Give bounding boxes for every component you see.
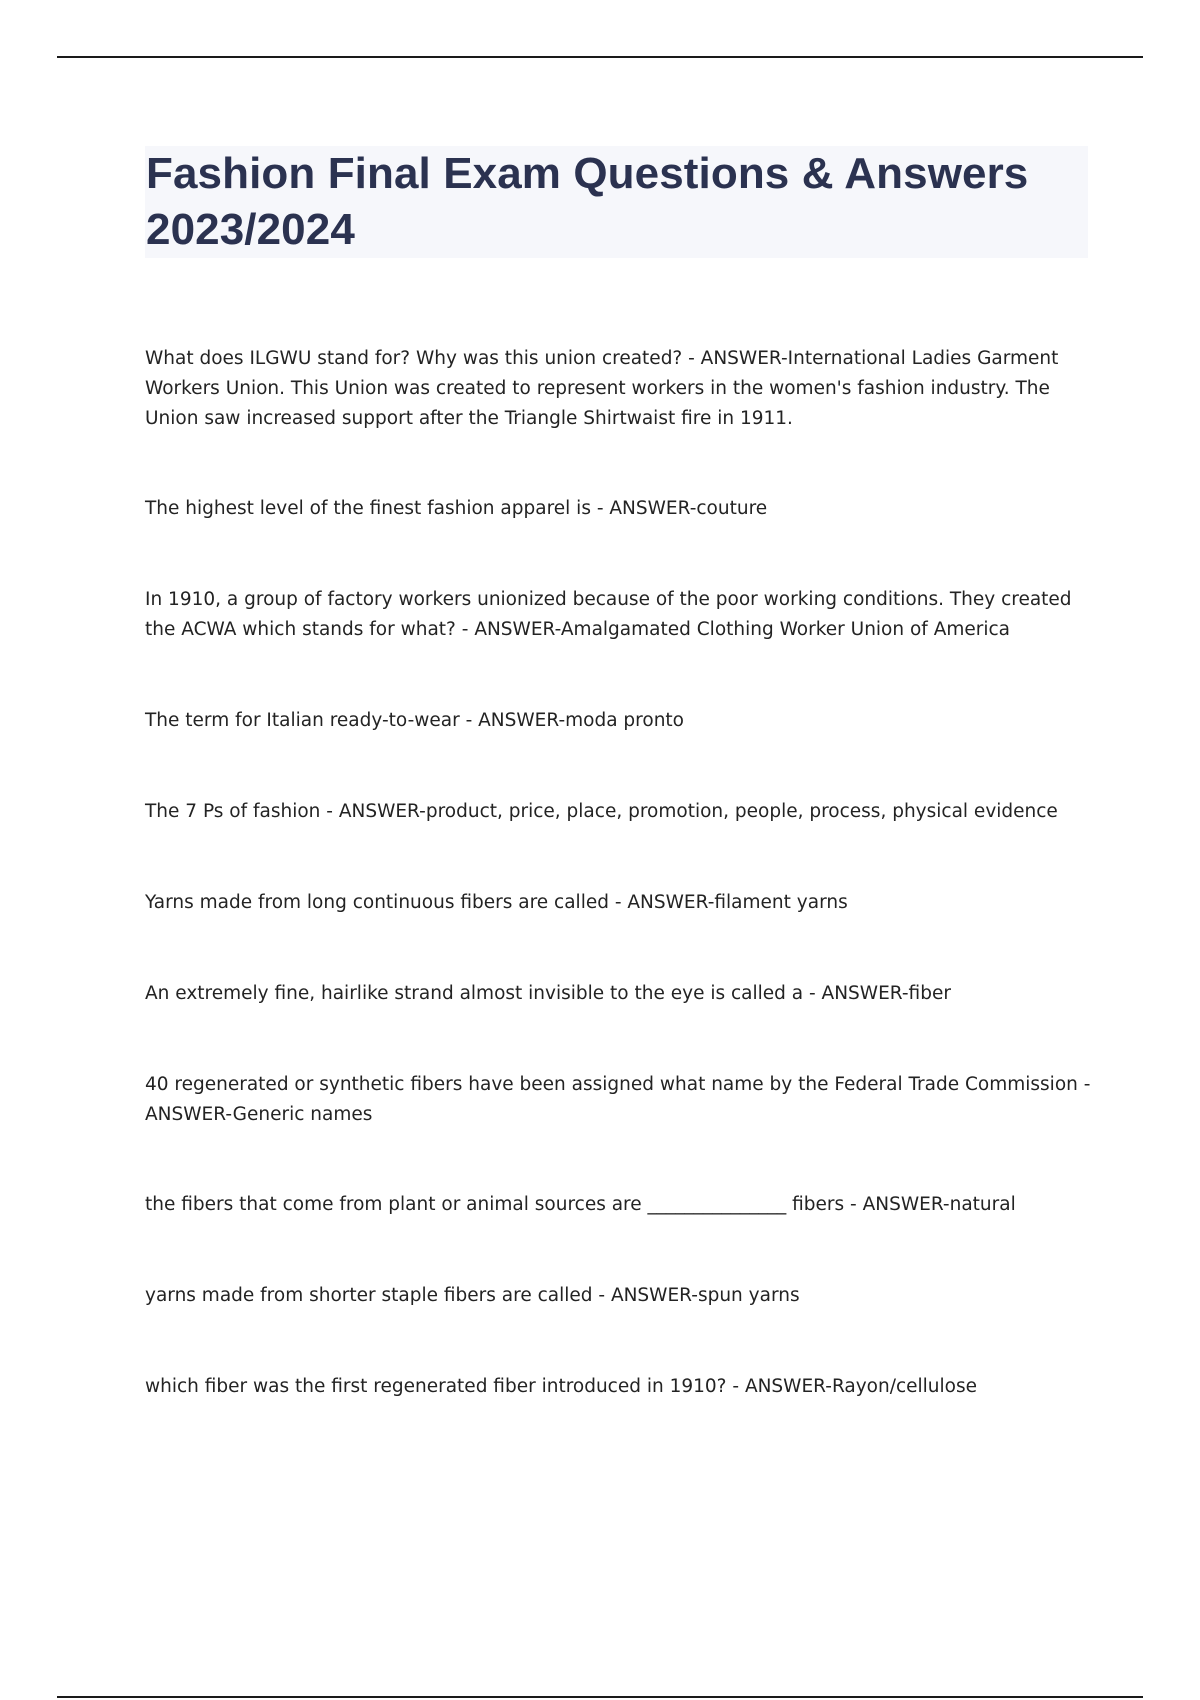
top-rule <box>57 56 1143 58</box>
qa-item: Yarns made from long continuous fibers are called - ANSWER-filament yarns <box>145 892 848 913</box>
qa-item: The highest level of the finest fashion apparel is - ANSWER-couture <box>145 498 768 519</box>
qa-item: the fibers that come from plant or animal sources are _______________ fibers - ANSWER-natural <box>145 1194 1016 1215</box>
qa-item: 40 regenerated or synthetic fibers have been assigned what name by the Federal Trade Commission - ANSWER-Generic names <box>145 1074 1091 1125</box>
qa-item: In 1910, a group of factory workers unionized because of the poor working conditions. They created the ACWA which stands for what? - ANSWER-Amalgamated Clothing Worker Union of America <box>145 589 1072 640</box>
qa-item: An extremely fine, hairlike strand almost invisible to the eye is called a - ANSWER-fiber <box>145 983 951 1004</box>
qa-item: The term for Italian ready-to-wear - ANSWER-moda pronto <box>145 710 684 731</box>
qa-item: which fiber was the first regenerated fiber introduced in 1910? - ANSWER-Rayon/cellulose <box>145 1376 977 1397</box>
bottom-rule <box>57 1696 1143 1698</box>
qa-item: What does ILGWU stand for? Why was this union created? - ANSWER-International Ladies Garment Workers Union. This Union was created to represent workers in the women's fashion industry. The Union saw increased support after the Triangle Shirtwaist fire in 1911. <box>145 348 1059 429</box>
qa-item: The 7 Ps of fashion - ANSWER-product, price, place, promotion, people, process, physical evidence <box>145 801 1058 822</box>
title-banner <box>145 146 1088 258</box>
document-title: Fashion Final Exam Questions & Answers 2023/2024 <box>146 149 1029 254</box>
qa-item: yarns made from shorter staple fibers are called - ANSWER-spun yarns <box>145 1285 800 1306</box>
